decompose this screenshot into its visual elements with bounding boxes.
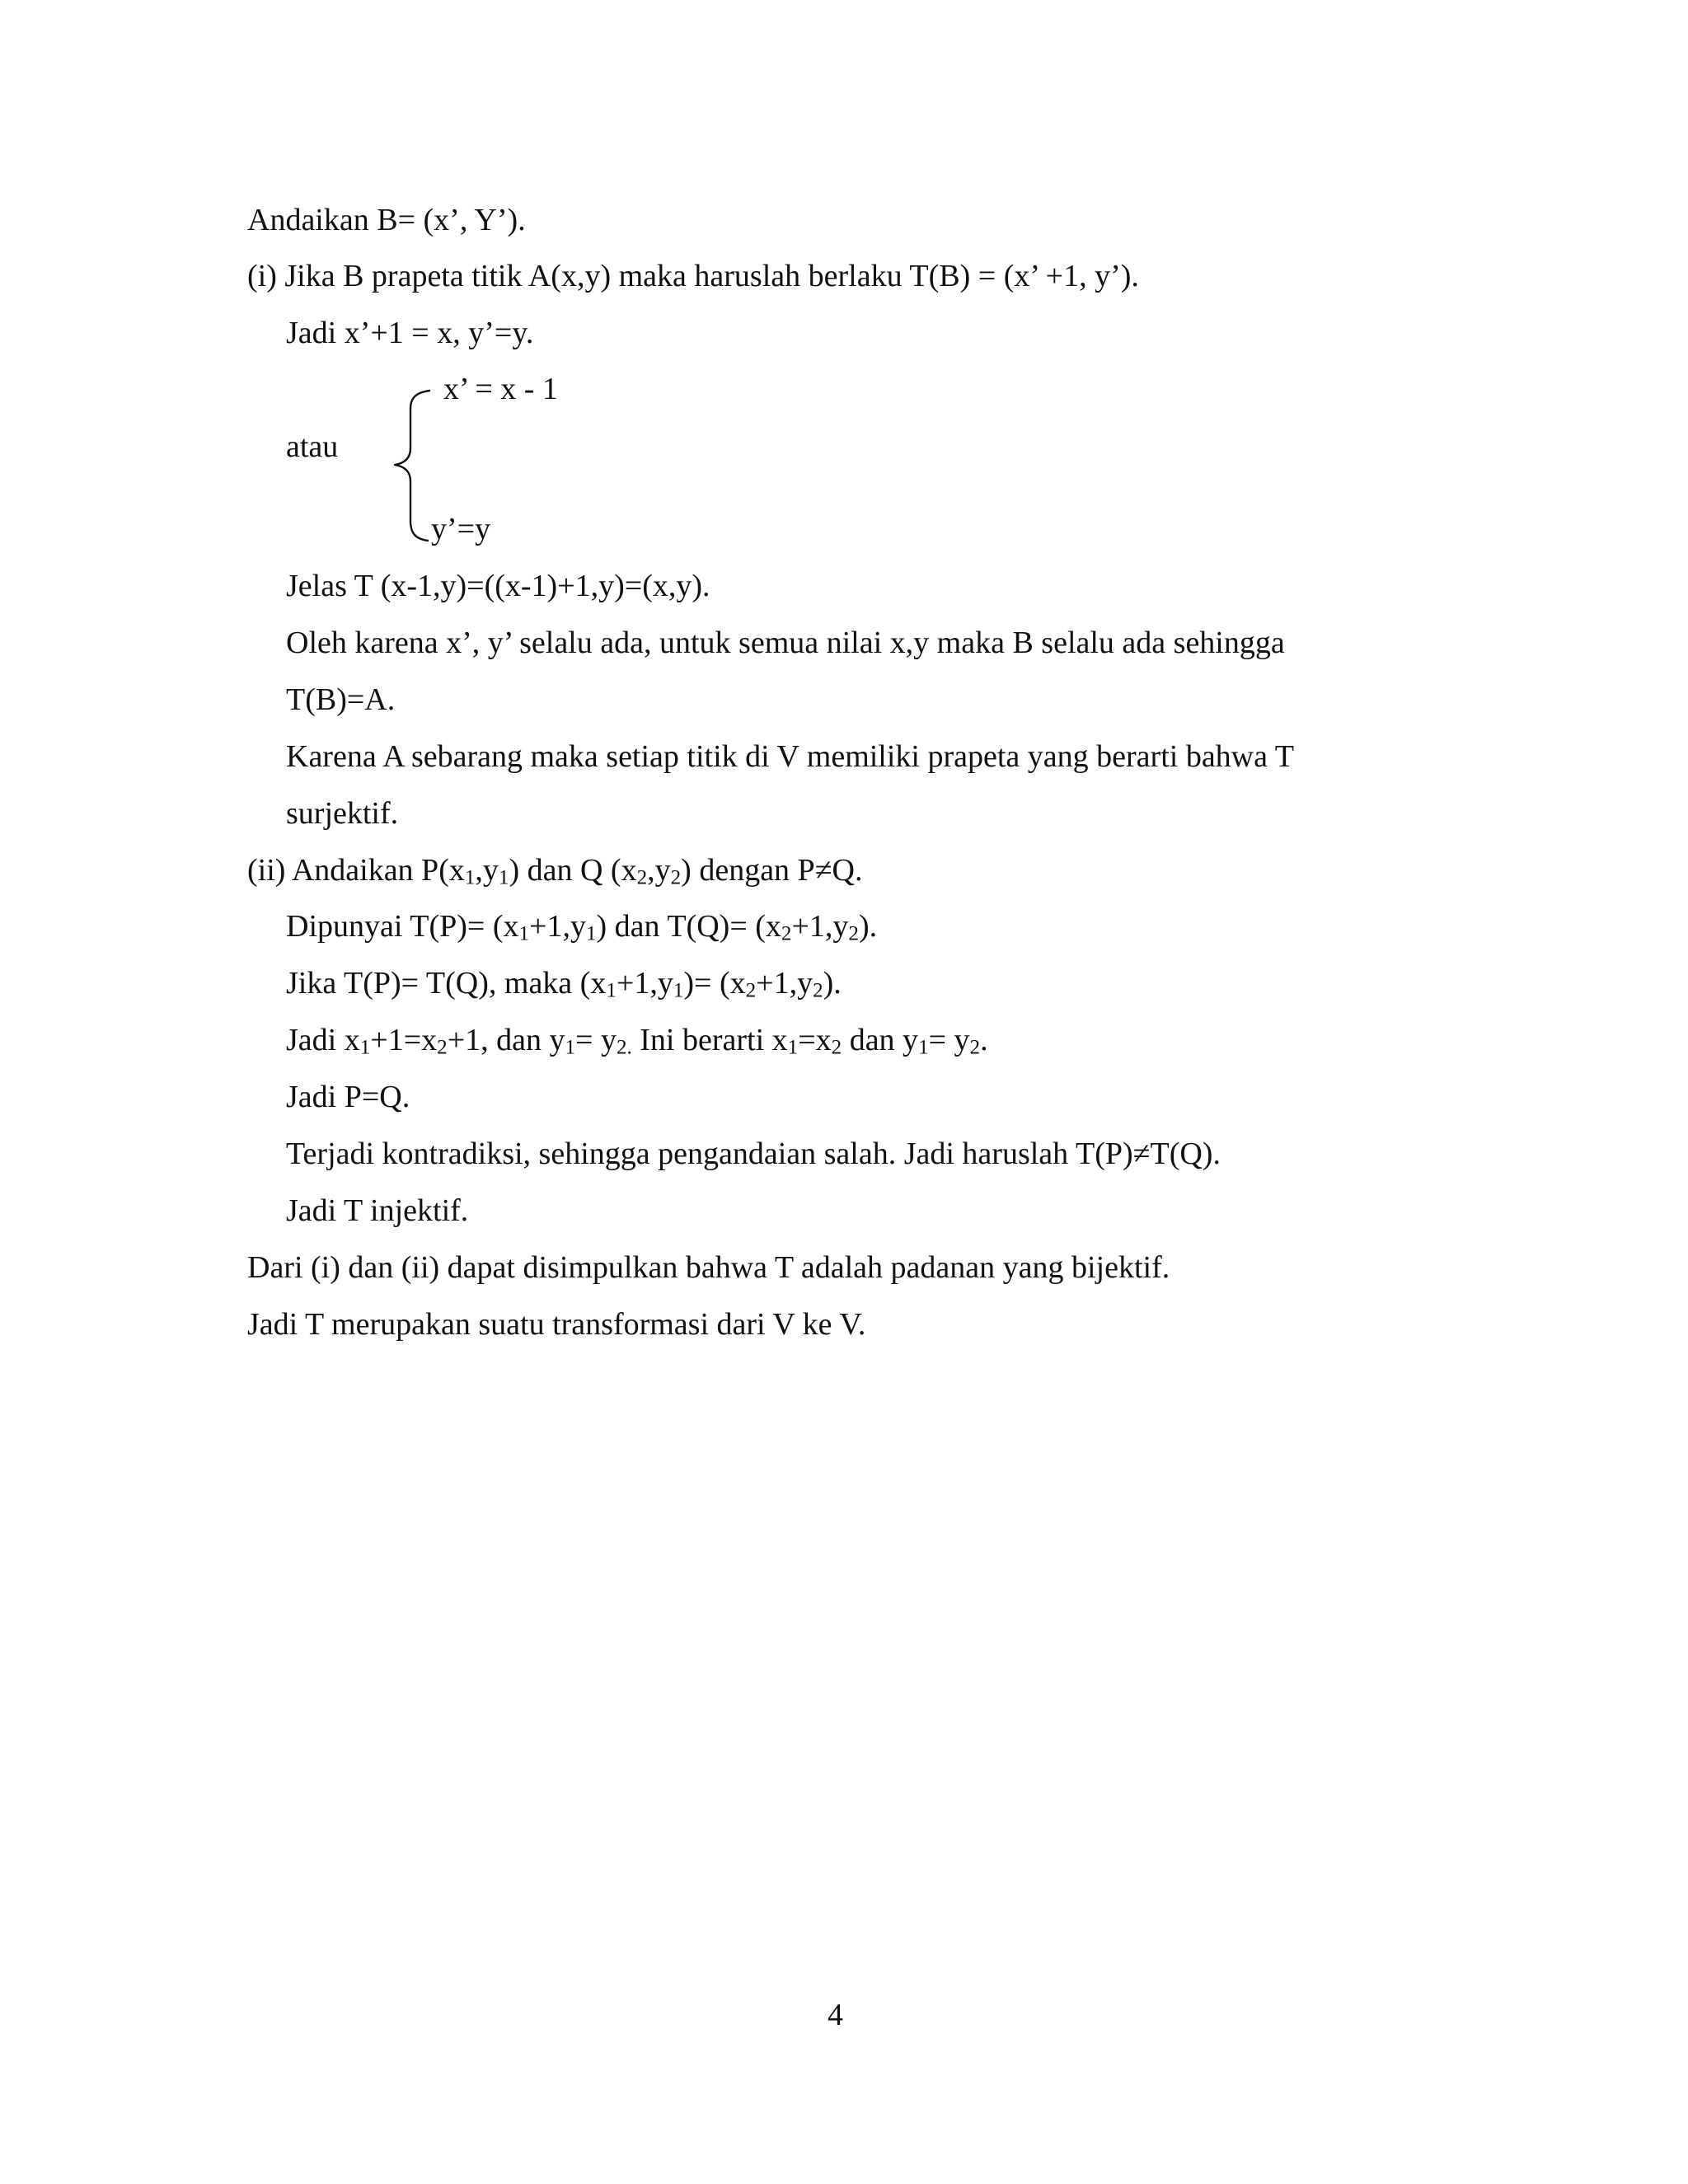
text-line: Oleh karena x’, y’ selalu ada, untuk semua nilai x,y maka B selalu ada sehingga bbox=[286, 626, 1285, 660]
text-line: Jika T(P)= T(Q), maka $(x_1+1,y_1)= (x_2+1,y_2)$. bbox=[286, 966, 842, 1002]
text-line: Dipunyai $T(P)= (x_1+1,y_1)$ dan $T(Q)= (x_2+1,y_2)$. bbox=[286, 909, 878, 945]
text-line: (ii) Andaikan $P(x_1,y_1)$ dan Q $(x_2,y_2)$ dengan P≠Q. bbox=[247, 853, 863, 889]
text-line: Jadi P=Q. bbox=[286, 1080, 410, 1114]
text-line: Jadi x’+1 = x, y’=y. bbox=[286, 316, 534, 350]
text-line: Karena A sebarang maka setiap titik di V memiliki prapeta yang berarti bahwa T bbox=[286, 739, 1295, 774]
text-line: Jadi T merupakan suatu transformasi dari V ke V. bbox=[247, 1307, 866, 1342]
page-number: 4 bbox=[828, 1998, 843, 2032]
equation-top: x’ = x - 1 bbox=[443, 372, 558, 406]
text-line: (i) Jika B prapeta titik A(x,y) maka haruslah berlaku T(B) = (x’ +1, y’). bbox=[247, 259, 1139, 293]
text-line: Dari (i) dan (ii) dapat disimpulkan bahwa T adalah padanan yang bijektif. bbox=[247, 1250, 1170, 1285]
text-line: Jadi T injektif. bbox=[286, 1193, 469, 1228]
text-line: Jelas T (x-1,y)=((x-1)+1,y)=(x,y). bbox=[286, 569, 710, 603]
text-line: surjektif. bbox=[286, 796, 399, 831]
equation-label: atau bbox=[286, 429, 339, 464]
text-line: Andaikan B= (x’, Y’). bbox=[247, 203, 526, 237]
text-line: Jadi $x_1+1=x_2+1$, dan $y_1= y_{2.}$ Ini berarti $x_1=x_2$ dan $y_1= y_2$. bbox=[286, 1023, 988, 1059]
text-line: Terjadi kontradiksi, sehingga pengandaian salah. Jadi haruslah T(P)≠T(Q). bbox=[286, 1137, 1221, 1171]
text-line: T(B)=A. bbox=[286, 682, 396, 717]
equation-bottom: y’=y bbox=[431, 512, 491, 546]
